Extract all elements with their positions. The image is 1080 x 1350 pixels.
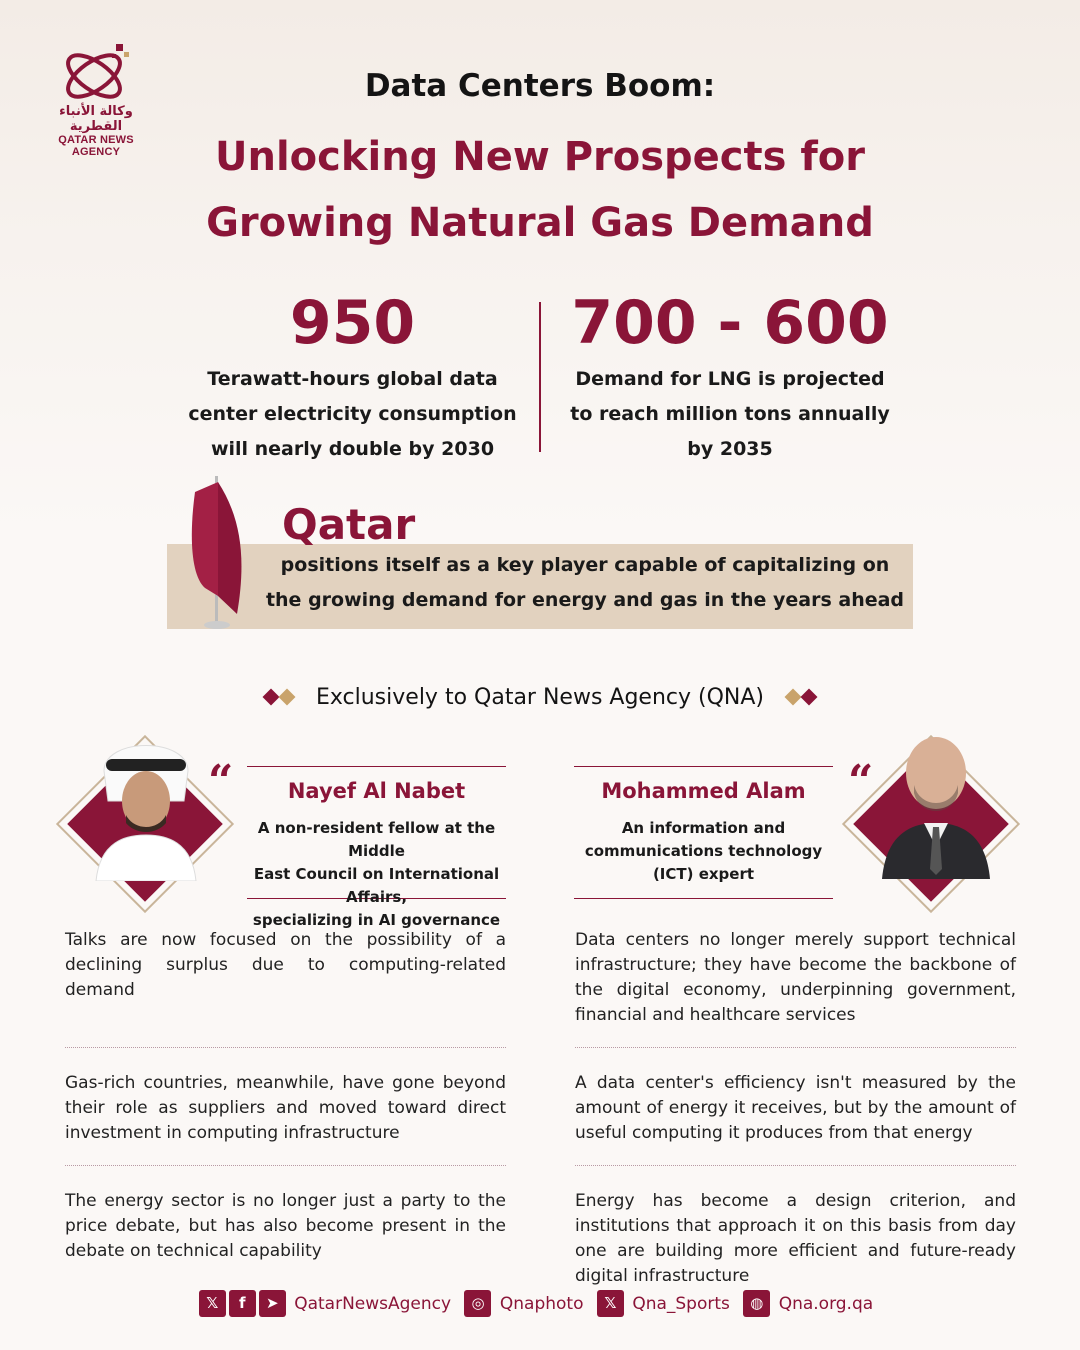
stat-electricity — [180, 288, 525, 467]
stat-divider — [539, 302, 541, 452]
divider — [65, 1165, 506, 1166]
quote-right-2: A data center's efficiency isn't measured by the amount of energy it receives, but by the amount of useful computing it produces from that energy — [575, 1073, 1016, 1143]
diamond-icon — [263, 689, 280, 706]
exclusive-banner — [0, 684, 1080, 710]
website-link[interactable]: Qna.org.qa — [778, 1293, 874, 1314]
role-line: communications technology — [584, 842, 823, 860]
social-footer — [0, 1290, 1080, 1317]
social-group-3[interactable] — [597, 1290, 738, 1317]
stat-description — [560, 362, 900, 467]
stat-line: Demand for LNG is projected — [575, 368, 885, 390]
expert-photo-right — [852, 745, 1012, 905]
role-line: An information and — [621, 819, 786, 837]
page-title: Data Centers Boom: — [364, 68, 716, 104]
expert-role — [247, 817, 506, 932]
social-handle[interactable]: Qna_Sports — [632, 1293, 730, 1314]
expert-name: Nayef Al Nabet — [287, 779, 466, 803]
subtitle-line-2: Growing Natural Gas Demand — [206, 200, 874, 246]
logo-english-text: QATAR NEWS AGENCY — [58, 134, 134, 158]
stat-line: center electricity consumption — [188, 403, 517, 425]
social-group-1[interactable] — [199, 1290, 459, 1317]
instagram-icon[interactable]: ◎ — [464, 1290, 491, 1317]
logo-arabic-text: وكالة الأنباء القطرية — [59, 104, 133, 134]
expert-name: Mohammed Alam — [601, 779, 806, 803]
expert-card-left — [247, 766, 506, 929]
divider — [575, 1165, 1016, 1166]
quote-right-1: Data centers no longer merely support technical infrastructure; they have become the backbone of the digital economy, underpinning government, financial and healthcare services — [575, 930, 1016, 1025]
qatar-statement — [240, 548, 930, 618]
quote-icon: “ — [208, 756, 234, 807]
stat-line: Terawatt-hours global data — [207, 368, 498, 390]
role-line: specializing in AI governance — [252, 911, 501, 929]
facebook-icon[interactable]: f — [229, 1290, 256, 1317]
diamond-icon — [785, 689, 802, 706]
stat-value: 950 — [289, 288, 416, 358]
role-line: East Council on International Affairs, — [253, 865, 500, 906]
person-avatar-icon — [874, 723, 994, 879]
social-group-2[interactable] — [464, 1290, 591, 1317]
x-icon[interactable]: 𝕏 — [597, 1290, 624, 1317]
expert-role — [574, 817, 833, 886]
social-group-4[interactable] — [743, 1290, 881, 1317]
qatar-heading: Qatar — [282, 500, 416, 549]
person-avatar-icon — [86, 731, 206, 881]
qatar-line: the growing demand for energy and gas in the years ahead — [265, 589, 905, 611]
divider — [65, 1047, 506, 1048]
role-line: A non-resident fellow at the Middle — [257, 819, 496, 860]
exclusive-text: Exclusively to Qatar News Agency (QNA) — [316, 684, 764, 710]
stat-line: by 2035 — [687, 438, 773, 460]
quote-right-3: Energy has become a design criterion, and institutions that approach it on this basis from day one are building more efficient and future-ready digital infrastructure — [575, 1191, 1016, 1286]
stat-line: will nearly double by 2030 — [210, 438, 495, 460]
globe-icon[interactable]: ◍ — [743, 1290, 770, 1317]
subtitle-line-1: Unlocking New Prospects for — [215, 134, 865, 180]
role-line: (ICT) expert — [652, 865, 755, 883]
divider — [575, 1047, 1016, 1048]
quote-icon: “ — [848, 756, 874, 807]
stat-description — [180, 362, 525, 467]
diamond-icon — [279, 689, 296, 706]
expert-card-right — [574, 766, 833, 899]
expert-photo-left — [66, 745, 226, 905]
quote-left-2: Gas-rich countries, meanwhile, have gone beyond their role as suppliers and moved toward direct investment in computing infrastructure — [65, 1073, 506, 1143]
diamond-icon — [801, 689, 818, 706]
quote-left-3: The energy sector is no longer just a party to the price debate, but has also become present in the debate on technical capability — [65, 1191, 506, 1261]
stat-lng — [560, 288, 900, 467]
stat-line: to reach million tons annually — [570, 403, 890, 425]
x-icon[interactable]: 𝕏 — [199, 1290, 226, 1317]
qatar-line: positions itself as a key player capable of capitalizing on — [280, 554, 890, 576]
social-handle[interactable]: QatarNewsAgency — [294, 1293, 452, 1314]
telegram-icon[interactable]: ➤ — [259, 1290, 286, 1317]
stat-value: 700 - 600 — [571, 288, 889, 358]
page-subtitle — [0, 124, 1080, 256]
quote-left-1: Talks are now focused on the possibility of a declining surplus due to computing-related demand — [65, 930, 506, 1000]
social-handle[interactable]: Qnaphoto — [499, 1293, 584, 1314]
